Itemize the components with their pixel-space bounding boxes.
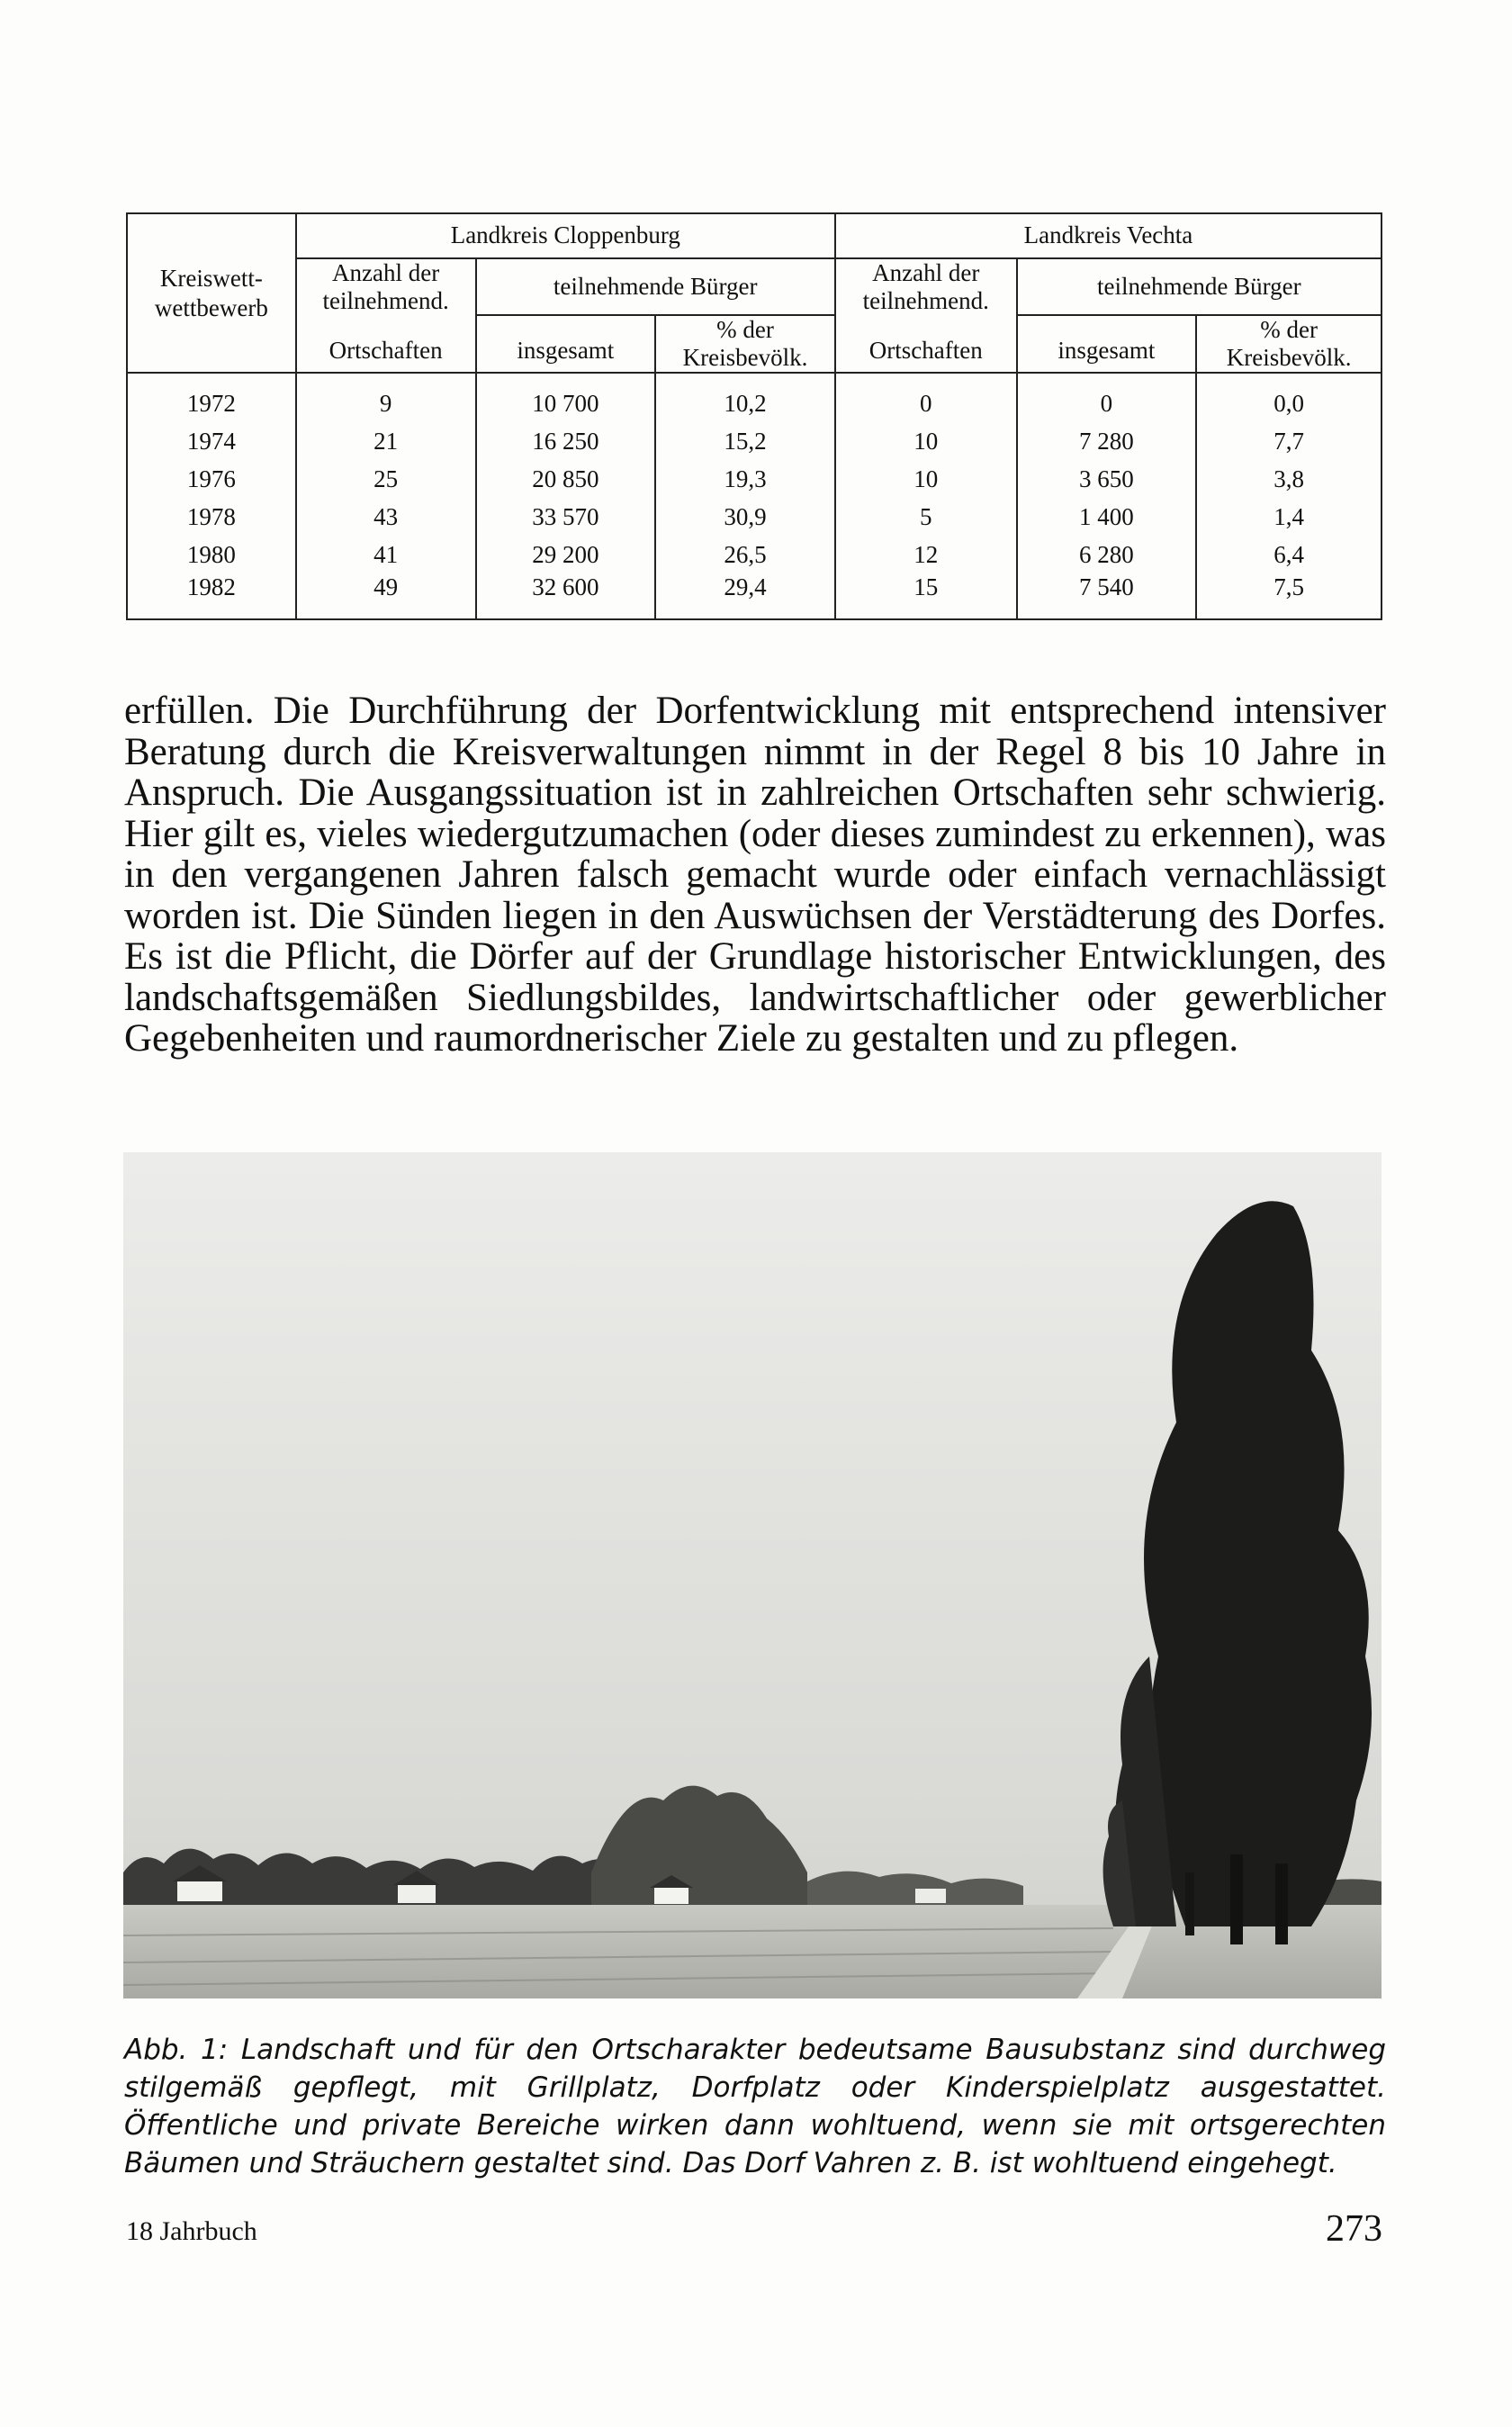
header-group-vechta: Landkreis Vechta xyxy=(835,213,1382,258)
header-ortschaften-vechta: Ortschaften xyxy=(835,315,1017,373)
cell-value: 33 570 xyxy=(476,498,656,536)
cell-value: 3 650 xyxy=(1017,460,1197,498)
footer-book-title: 18 Jahrbuch xyxy=(126,2216,257,2246)
cell-value: 0,0 xyxy=(1196,384,1382,422)
header-kreiswettbewerb: Kreiswett- wettbewerb xyxy=(127,213,296,373)
poplar-tree-row xyxy=(1103,1201,1372,1944)
header-buerger-cloppenburg: teilnehmende Bürger xyxy=(476,258,835,315)
cell-value: 15 xyxy=(835,573,1017,619)
cell-value: 41 xyxy=(296,536,476,573)
cell-year: 1976 xyxy=(127,460,296,498)
cell-value: 10 xyxy=(835,460,1017,498)
cell-value: 1 400 xyxy=(1017,498,1197,536)
cell-value: 10 xyxy=(835,422,1017,460)
cell-value: 16 250 xyxy=(476,422,656,460)
cell-value: 6,4 xyxy=(1196,536,1382,573)
cell-value: 26,5 xyxy=(655,536,835,573)
cell-value: 1,4 xyxy=(1196,498,1382,536)
landscape-photo xyxy=(123,1152,1382,1998)
cell-value: 30,9 xyxy=(655,498,835,536)
cell-year: 1980 xyxy=(127,536,296,573)
table-row xyxy=(127,460,1382,498)
cell-value: 7,7 xyxy=(1196,422,1382,460)
competition-statistics-table xyxy=(126,212,1382,620)
cell-year: 1982 xyxy=(127,573,296,619)
cell-value: 7 280 xyxy=(1017,422,1197,460)
page-number: 273 xyxy=(1326,2208,1382,2250)
table-row xyxy=(127,498,1382,536)
cell-value: 20 850 xyxy=(476,460,656,498)
table-row xyxy=(127,422,1382,460)
cell-year: 1978 xyxy=(127,498,296,536)
header-buerger-vechta: teilnehmende Bürger xyxy=(1017,258,1382,315)
cell-value: 19,3 xyxy=(655,460,835,498)
table-row xyxy=(127,573,1382,619)
table-body xyxy=(127,384,1382,619)
figure-caption: Abb. 1: Landschaft und für den Ortscharakter bedeutsame Bausubstanz sind durchweg stilgemäß gepflegt, mit Grillplatz, Dorfplatz oder Kinderspielplatz ausgestattet. Öffentliche und private Bereiche wirken dann wohltuend, wenn sie mit ortsgerechten Bäumen und Sträuchern gestaltet sind. Das Dorf Vahren z. B. ist wohltuend eingehegt. xyxy=(124,2034,1386,2179)
cell-value: 29,4 xyxy=(655,573,835,619)
cell-value: 21 xyxy=(296,422,476,460)
table-row xyxy=(127,384,1382,422)
cell-value: 9 xyxy=(296,384,476,422)
header-insgesamt-cloppenburg: insgesamt xyxy=(476,315,656,373)
statistics-table-container xyxy=(126,212,1382,620)
cell-value: 10 700 xyxy=(476,384,656,422)
cell-value: 3,8 xyxy=(1196,460,1382,498)
cell-value: 6 280 xyxy=(1017,536,1197,573)
cell-value: 43 xyxy=(296,498,476,536)
table-row xyxy=(127,536,1382,573)
cell-value: 32 600 xyxy=(476,573,656,619)
landscape-illustration xyxy=(123,1152,1382,1998)
header-anzahl-cloppenburg: Anzahl der teilnehmend. xyxy=(296,258,476,315)
cell-value: 0 xyxy=(1017,384,1197,422)
header-prozent-vechta: % der Kreisbevölk. xyxy=(1196,315,1382,373)
cell-value: 7 540 xyxy=(1017,573,1197,619)
cell-value: 12 xyxy=(835,536,1017,573)
body-paragraph: erfüllen. Die Durchführung der Dorfentwicklung mit entsprechend intensiver Beratung durch die Kreisverwaltungen nimmt in der Regel 8 bis 10 Jahre in Anspruch. Die Ausgangssituation ist in zahlreichen Ortschaften sehr schwierig. Hier gilt es, vieles wiedergutzumachen (oder dieses zumindest zu erkennen), was in den vergangenen Jahren falsch gemacht wurde oder einfach vernachlässigt worden ist. Die Sünden liegen in den Auswüchsen der Verstädterung des Dorfes. Es ist die Pflicht, die Dörfer auf der Grundlage historischer Entwicklungen, des landschaftsgemäßen Siedlungsbildes, landwirtschaftlicher oder gewerblicher Gegebenheiten und raumordnerischer Ziele zu gestalten und zu pflegen. xyxy=(124,690,1386,1060)
header-anzahl-vechta: Anzahl der teilnehmend. xyxy=(835,258,1017,315)
header-ortschaften-cloppenburg: Ortschaften xyxy=(296,315,476,373)
cell-value: 10,2 xyxy=(655,384,835,422)
header-insgesamt-vechta: insgesamt xyxy=(1017,315,1197,373)
cell-value: 49 xyxy=(296,573,476,619)
cell-year: 1974 xyxy=(127,422,296,460)
cell-value: 29 200 xyxy=(476,536,656,573)
cell-value: 7,5 xyxy=(1196,573,1382,619)
cell-value: 0 xyxy=(835,384,1017,422)
header-prozent-cloppenburg: % der Kreisbevölk. xyxy=(655,315,835,373)
header-group-cloppenburg: Landkreis Cloppenburg xyxy=(296,213,835,258)
cell-year: 1972 xyxy=(127,384,296,422)
cell-value: 5 xyxy=(835,498,1017,536)
cell-value: 25 xyxy=(296,460,476,498)
cell-value: 15,2 xyxy=(655,422,835,460)
